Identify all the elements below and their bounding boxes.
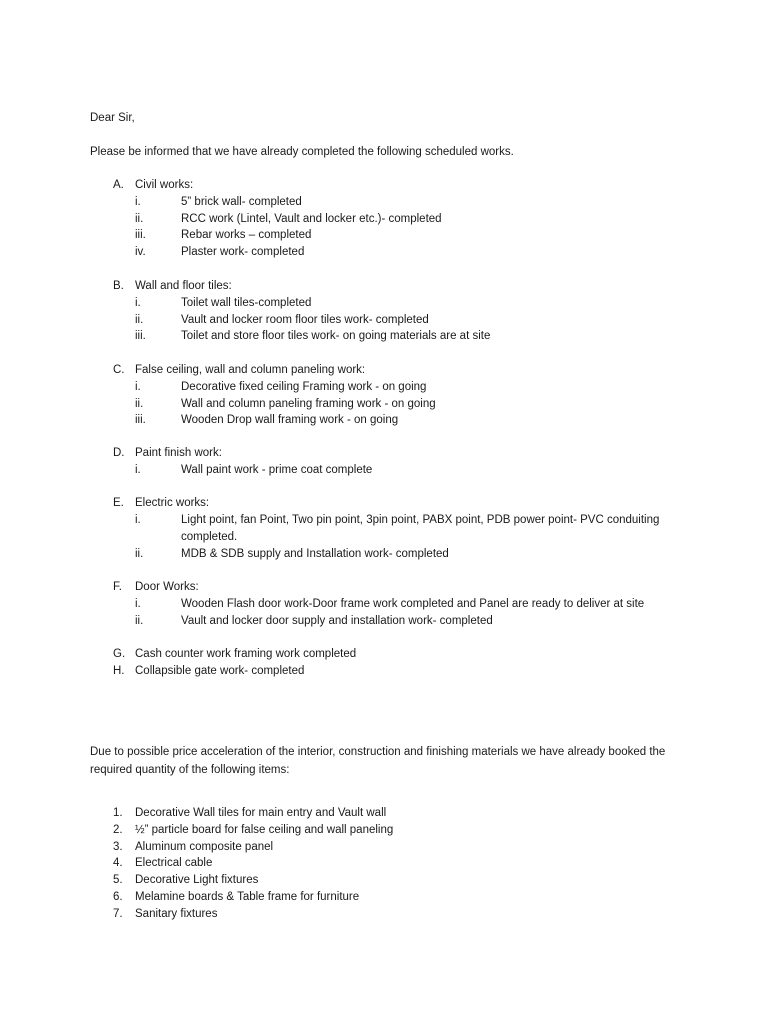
- list-item: [113, 379, 713, 396]
- closing-paragraph: Due to possible price acceleration of the interior, construction and finishing materials we have already booked the required quantity of the following items:: [90, 746, 666, 776]
- item-marker: iii.: [135, 414, 146, 427]
- item-number: 4.: [113, 857, 123, 870]
- item-text: Rebar works – completed: [181, 229, 312, 242]
- item-text: Vault and locker door supply and installation work- completed: [181, 614, 493, 627]
- list-item: [113, 295, 713, 312]
- section-marker: C.: [113, 364, 125, 376]
- item-text: ½” particle board for false ceiling and wall paneling: [135, 823, 394, 836]
- item-text: Toilet wall tiles-completed: [181, 296, 312, 309]
- item-number: 5.: [113, 874, 123, 887]
- item-marker: ii.: [135, 212, 144, 225]
- section-title: Wall and floor tiles:: [135, 280, 232, 292]
- item-text: Electrical cable: [135, 857, 213, 870]
- section-heading: [113, 495, 713, 512]
- item-text: RCC work (Lintel, Vault and locker etc.)- completed: [181, 212, 442, 225]
- item-text: MDB & SDB supply and Installation work- completed: [181, 547, 449, 560]
- item-marker: iii.: [135, 330, 146, 343]
- item-marker: i.: [135, 195, 141, 208]
- list-item: [113, 546, 713, 563]
- section-wall-floor-tiles: [113, 278, 713, 345]
- list-item: [113, 613, 713, 630]
- item-text: Vault and locker room floor tiles work- completed: [181, 313, 429, 326]
- intro-paragraph: Please be informed that we have already completed the following scheduled works.: [90, 146, 514, 158]
- list-item: [113, 805, 713, 822]
- section-paint-finish: [113, 445, 713, 479]
- greeting: Dear Sir,: [90, 112, 135, 124]
- section-title: False ceiling, wall and column paneling work:: [135, 364, 366, 376]
- item-marker: ii.: [135, 547, 144, 560]
- list-item: [113, 906, 713, 923]
- list-item: [113, 328, 713, 345]
- item-marker: ii.: [135, 614, 144, 627]
- item-text: Aluminum composite panel: [135, 840, 274, 853]
- section-marker: F.: [113, 581, 122, 593]
- section-other-works: [113, 646, 713, 680]
- list-item: [113, 855, 713, 872]
- list-item: [113, 889, 713, 906]
- item-marker: i.: [135, 513, 141, 526]
- item-text: Melamine boards & Table frame for furniture: [135, 890, 360, 903]
- section-marker: A.: [113, 179, 124, 191]
- section-marker: B.: [113, 280, 124, 292]
- section-heading: [113, 646, 713, 663]
- section-heading: [113, 177, 713, 194]
- section-heading: [113, 362, 713, 379]
- item-marker: i.: [135, 296, 141, 309]
- section-marker: D.: [113, 447, 125, 459]
- list-item: [113, 839, 713, 856]
- section-title: Paint finish work:: [135, 447, 222, 459]
- section-heading: [113, 278, 713, 295]
- item-number: 2.: [113, 823, 123, 836]
- item-number: 7.: [113, 907, 123, 920]
- item-text: Wooden Drop wall framing work - on going: [181, 414, 399, 427]
- section-marker: E.: [113, 497, 124, 509]
- section-door-works: [113, 579, 713, 629]
- list-item: [113, 396, 713, 413]
- section-false-ceiling: [113, 362, 713, 429]
- section-heading: [113, 445, 713, 462]
- list-item: [113, 194, 713, 211]
- list-item: [113, 872, 713, 889]
- item-text: Decorative fixed ceiling Framing work - on going: [181, 380, 427, 393]
- list-item: [113, 596, 713, 613]
- list-item: [113, 462, 713, 479]
- list-item: [113, 312, 713, 329]
- item-marker: ii.: [135, 397, 144, 410]
- item-number: 1.: [113, 807, 123, 819]
- item-marker: ii.: [135, 313, 144, 326]
- list-item: [113, 211, 713, 228]
- list-item: [113, 822, 713, 839]
- item-text: 5” brick wall- completed: [181, 195, 302, 208]
- item-text: Plaster work- completed: [181, 246, 305, 259]
- item-text: Decorative Wall tiles for main entry and Vault wall: [135, 807, 387, 819]
- list-item: [113, 412, 713, 429]
- item-text: Light point, fan Point, Two pin point, 3pin point, PABX point, PDB power point- PVC conduiting completed.: [181, 513, 660, 543]
- section-marker: G.: [113, 648, 126, 660]
- item-number: 6.: [113, 890, 123, 903]
- section-title: Door Works:: [135, 581, 199, 593]
- item-text: Wall paint work - prime coat complete: [181, 463, 373, 476]
- list-item: [113, 227, 713, 244]
- section-civil-works: [113, 177, 713, 261]
- section-title: Collapsible gate work- completed: [135, 664, 305, 677]
- section-title: Civil works:: [135, 179, 194, 191]
- booked-items-list: [113, 805, 713, 923]
- section-title: Cash counter work framing work completed: [135, 648, 357, 660]
- item-number: 3.: [113, 840, 123, 853]
- item-text: Decorative Light fixtures: [135, 874, 259, 887]
- item-marker: i.: [135, 380, 141, 393]
- section-heading: [113, 579, 713, 596]
- item-marker: iii.: [135, 229, 146, 242]
- section-marker: H.: [113, 664, 125, 677]
- item-text: Wooden Flash door work-Door frame work completed and Panel are ready to deliver at site: [181, 597, 645, 610]
- item-text: Sanitary fixtures: [135, 907, 218, 920]
- section-heading: [113, 663, 713, 680]
- item-text: Toilet and store floor tiles work- on going materials are at site: [181, 330, 491, 343]
- list-item: [113, 244, 713, 261]
- item-marker: i.: [135, 597, 141, 610]
- section-title: Electric works:: [135, 497, 210, 509]
- item-text: Wall and column paneling framing work - on going: [181, 397, 436, 410]
- item-marker: i.: [135, 463, 141, 476]
- item-marker: iv.: [135, 246, 146, 259]
- section-electric-works: [113, 495, 713, 563]
- list-item: [113, 512, 713, 546]
